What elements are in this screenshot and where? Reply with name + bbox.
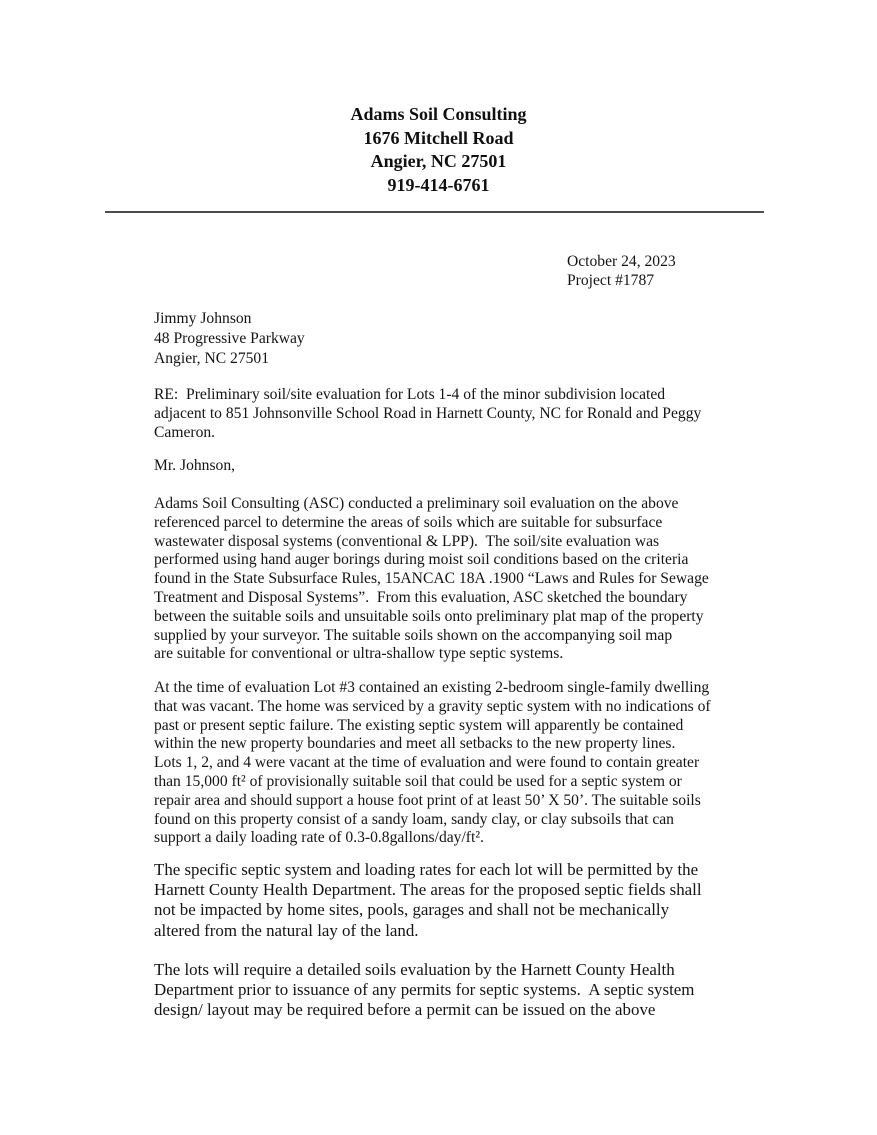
company-name: Adams Soil Consulting xyxy=(350,104,527,124)
body-paragraph-3: The specific septic system and loading rates for each lot will be permitted by the Harnett County Health Department. The areas for the proposed septic fields shall not be impacted by home sites, pools, garages and shall not be mechanically altered from the natural lay of the land. xyxy=(154,860,702,940)
recipient-address-line2: Angier, NC 27501 xyxy=(154,350,270,367)
letterhead-address-line1: 1676 Mitchell Road xyxy=(363,127,514,148)
letterhead-phone: 919-414-6761 xyxy=(387,174,490,195)
project-number: Project #1787 xyxy=(567,272,655,290)
letterhead xyxy=(0,103,877,197)
body-paragraph-1: Adams Soil Consulting (ASC) conducted a preliminary soil evaluation on the above referenced parcel to determine the areas of soils which are suitable for subsurface wastewater disposal systems (conventional & LPP). The soil/site evaluation was performed using hand auger borings during moist soil conditions based on the criteria found in the State Subsurface Rules, 15ANCAC 18A .1900 “Laws and Rules for Sewage Treatment and Disposal Systems”. From this evaluation, ASC sketched the boundary between the suitable soils and unsuitable soils onto preliminary plat map of the property supplied by your surveyor. The suitable soils shown on the accompanying soil map are suitable for conventional or ultra-shallow type septic systems. xyxy=(154,495,709,663)
letterhead-divider xyxy=(105,211,764,213)
letterhead-address-line2: Angier, NC 27501 xyxy=(370,151,507,171)
body-paragraph-4: The lots will require a detailed soils evaluation by the Harnett County Health Department prior to issuance of any permits for septic systems. A septic system design/ layout may be required before a permit can be issued on the above xyxy=(154,960,695,1020)
date-block xyxy=(567,252,676,291)
recipient-address-line1: 48 Progressive Parkway xyxy=(154,330,305,347)
recipient-address-block xyxy=(154,309,305,369)
letter-date: October 24, 2023 xyxy=(567,253,676,270)
recipient-name: Jimmy Johnson xyxy=(154,310,252,327)
body-paragraph-2: At the time of evaluation Lot #3 contained an existing 2-bedroom single-family dwelling that was vacant. The home was serviced by a gravity septic system with no indications of past or present septic failure. The existing septic system will apparently be contained within the new property boundaries and meet all setbacks to the new property lines. Lots 1, 2, and 4 were vacant at the time of evaluation and were found to contain greater than 15,000 ft² of provisionally suitable soil that could be used for a septic system or repair area and should support a house foot print of at least 50’ X 50’. The suitable soils found on this property consist of a sandy loam, sandy clay, or clay subsoils that can support a daily loading rate of 0.3-0.8gallons/day/ft². xyxy=(154,679,711,847)
salutation: Mr. Johnson, xyxy=(154,457,236,474)
re-subject-line: RE: Preliminary soil/site evaluation for Lots 1-4 of the minor subdivision located adjacent to 851 Johnsonville School Road in Harnett County, NC for Ronald and Peggy Cameron. xyxy=(154,386,702,441)
